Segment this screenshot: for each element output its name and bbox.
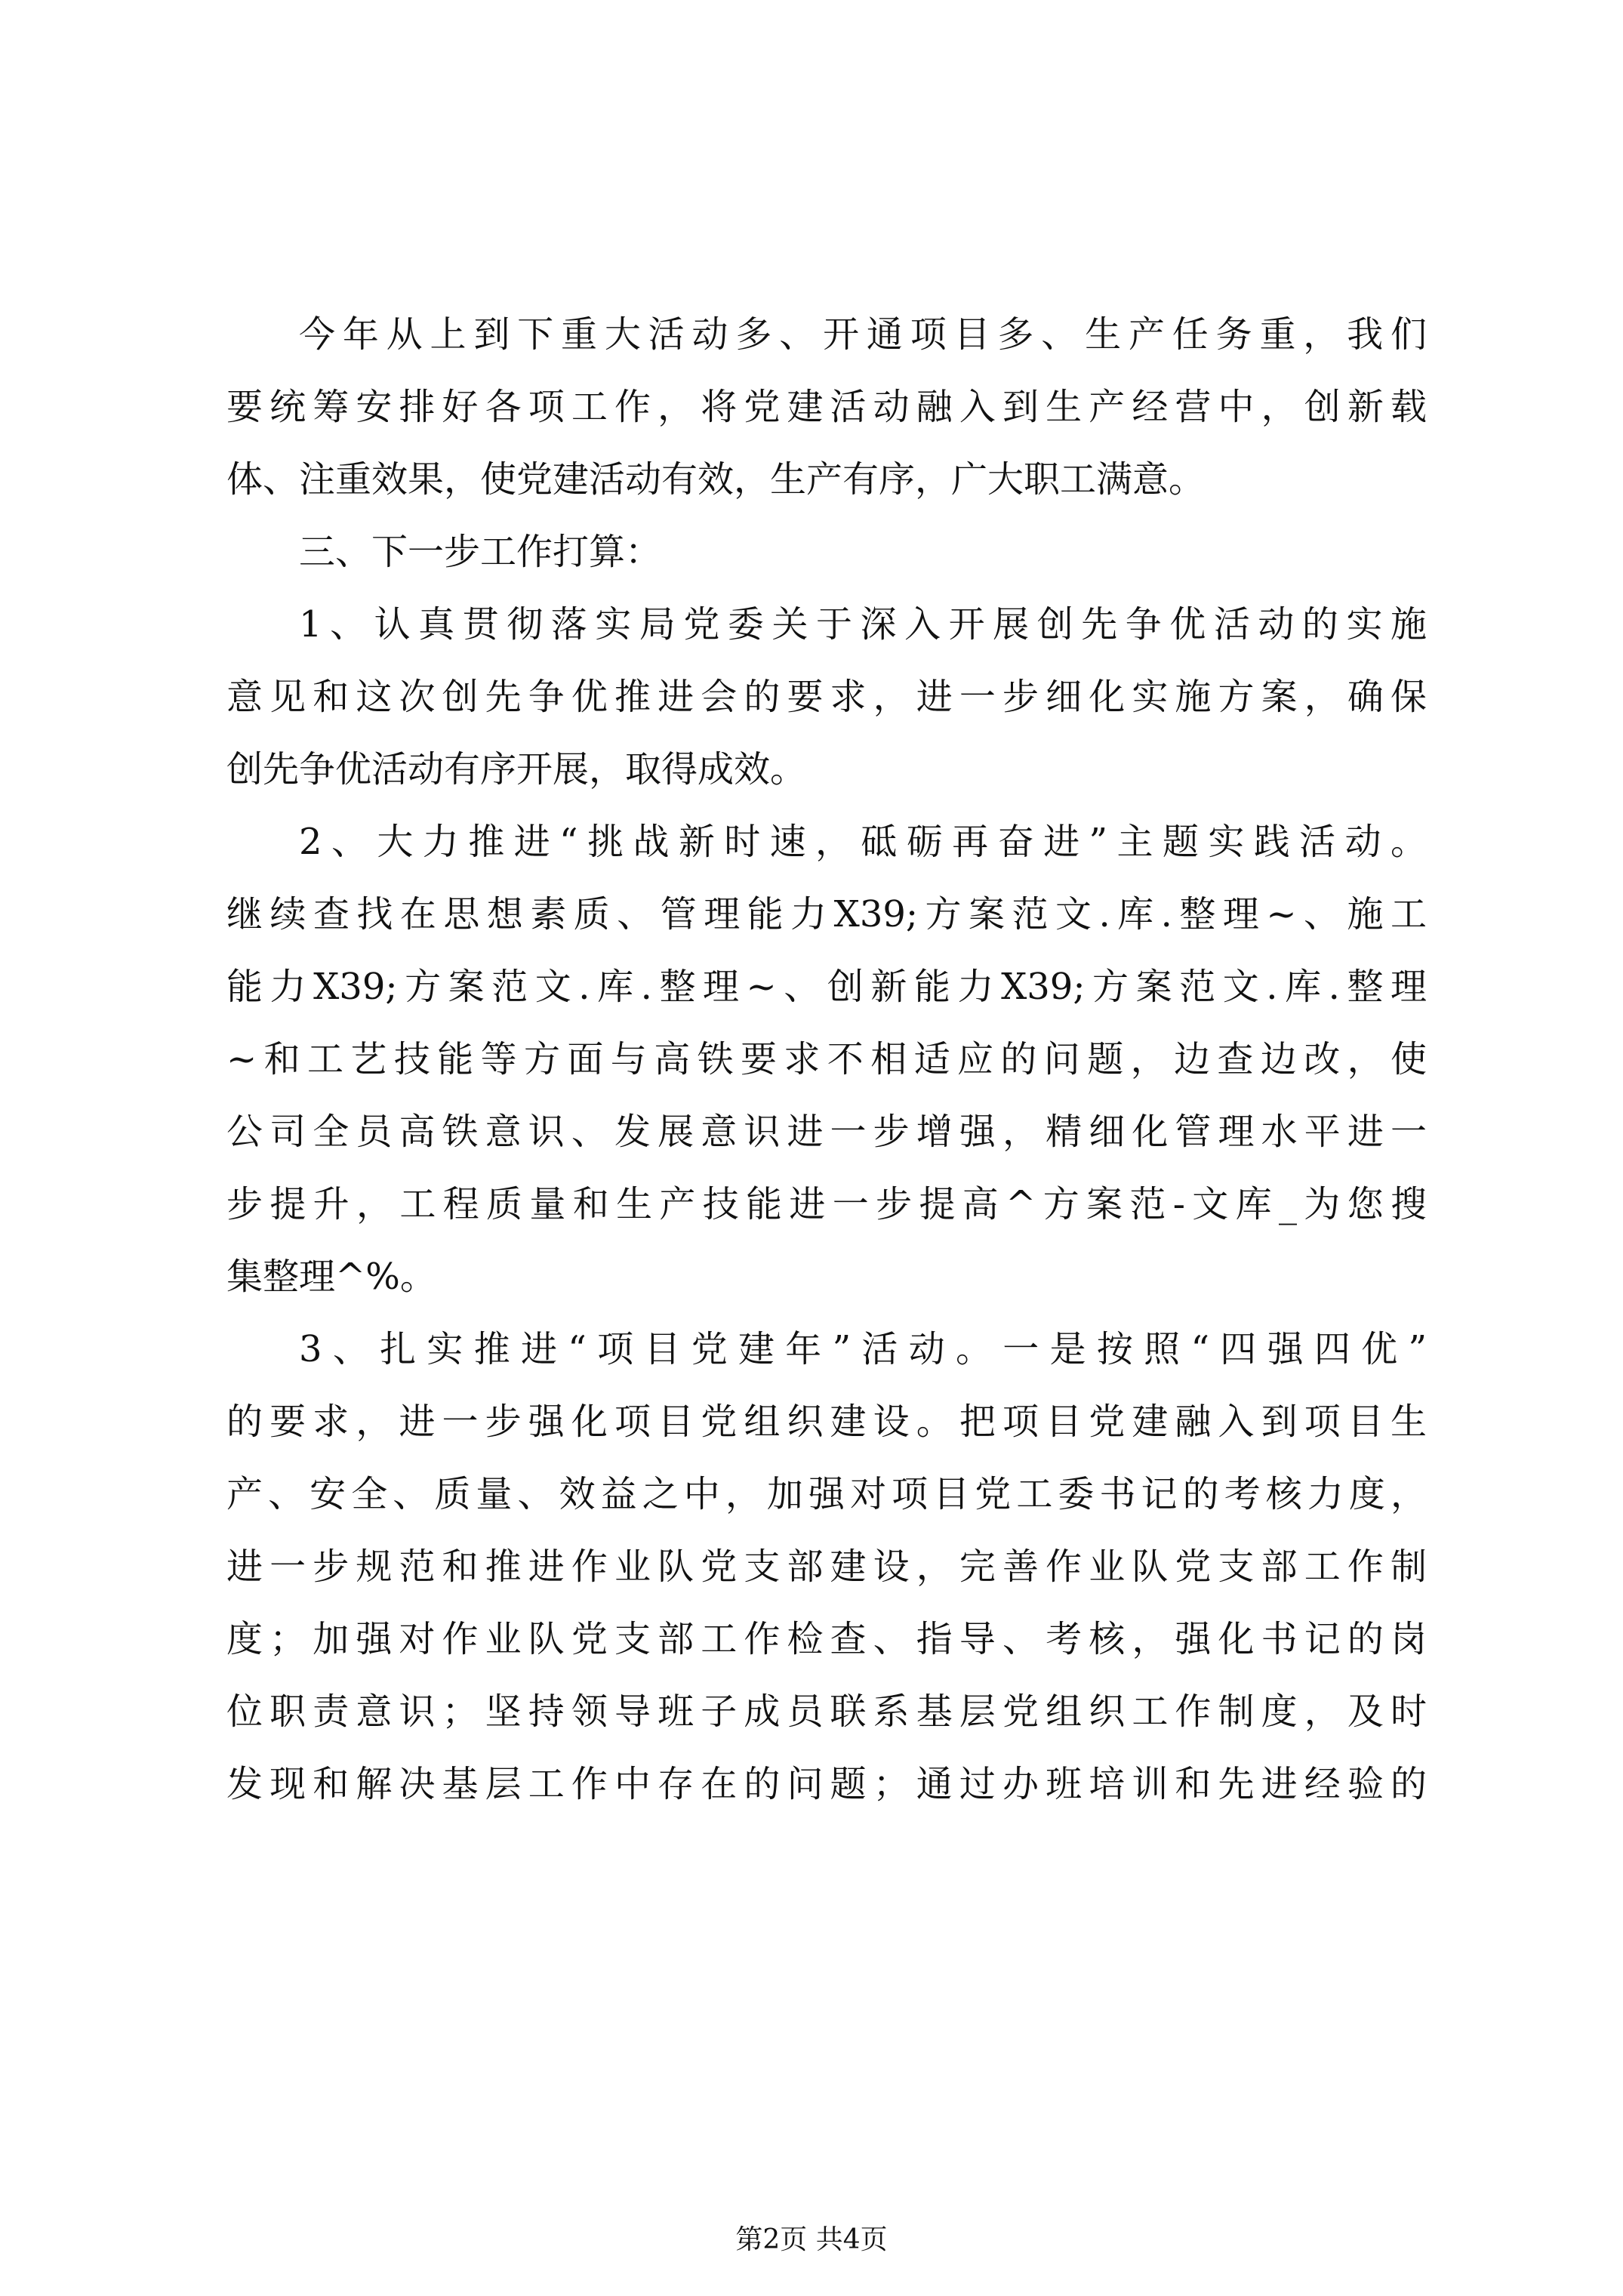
text-line: ~和工艺技能等方面与高铁要求不相适应的问题，边查边改，使 bbox=[226, 1038, 1427, 1080]
text-line: 产、安全、质量、效益之中，加强对项目党工委书记的考核力度， bbox=[226, 1473, 1427, 1515]
text-line: 体、注重效果，使党建活动有效，生产有序，广大职工满意。 bbox=[226, 458, 1206, 501]
text-line: 进一步规范和推进作业队党支部建设，完善作业队党支部工作制 bbox=[226, 1546, 1427, 1588]
text-line: 三、下一步工作打算： bbox=[299, 531, 662, 573]
text-line: 度；加强对作业队党支部工作检查、指导、考核，强化书记的岗 bbox=[226, 1618, 1427, 1660]
text-line: 步提升，工程质量和生产技能进一步提高^方案范-文库_为您搜 bbox=[226, 1183, 1427, 1225]
text-line: 继续查找在思想素质、管理能力X39;方案范文.库.整理~、施工 bbox=[226, 893, 1427, 935]
text-line: 位职责意识；坚持领导班子成员联系基层党组织工作制度，及时 bbox=[226, 1690, 1427, 1733]
text-line: 集整理^%。 bbox=[226, 1256, 436, 1298]
text-line: 的要求，进一步强化项目党组织建设。把项目党建融入到项目生 bbox=[226, 1401, 1427, 1443]
text-line: 1、认真贯彻落实局党委关于深入开展创先争优活动的实施 bbox=[299, 603, 1427, 646]
page-footer: 第2页 共4页 bbox=[735, 2224, 888, 2255]
text-line: 今年从上到下重大活动多、开通项目多、生产任务重，我们 bbox=[299, 313, 1427, 356]
document-body bbox=[226, 298, 1427, 1820]
text-line: 发现和解决基层工作中存在的问题；通过办班培训和先进经验的 bbox=[226, 1763, 1427, 1805]
text-line: 能力X39;方案范文.库.整理~、创新能力X39;方案范文.库.整理 bbox=[226, 966, 1427, 1008]
text-line: 要统筹安排好各项工作，将党建活动融入到生产经营中，创新载 bbox=[226, 386, 1427, 428]
text-line: 3、扎实推进“项目党建年”活动。一是按照“四强四优” bbox=[299, 1328, 1427, 1370]
text-line: 创先争优活动有序开展，取得成效。 bbox=[226, 748, 807, 791]
text-line: 意见和这次创先争优推进会的要求，进一步细化实施方案，确保 bbox=[226, 676, 1427, 718]
text-line: 2、大力推进“挑战新时速，砥砺再奋进”主题实践活动。 bbox=[299, 821, 1427, 863]
text-line: 公司全员高铁意识、发展意识进一步增强，精细化管理水平进一 bbox=[226, 1111, 1427, 1153]
